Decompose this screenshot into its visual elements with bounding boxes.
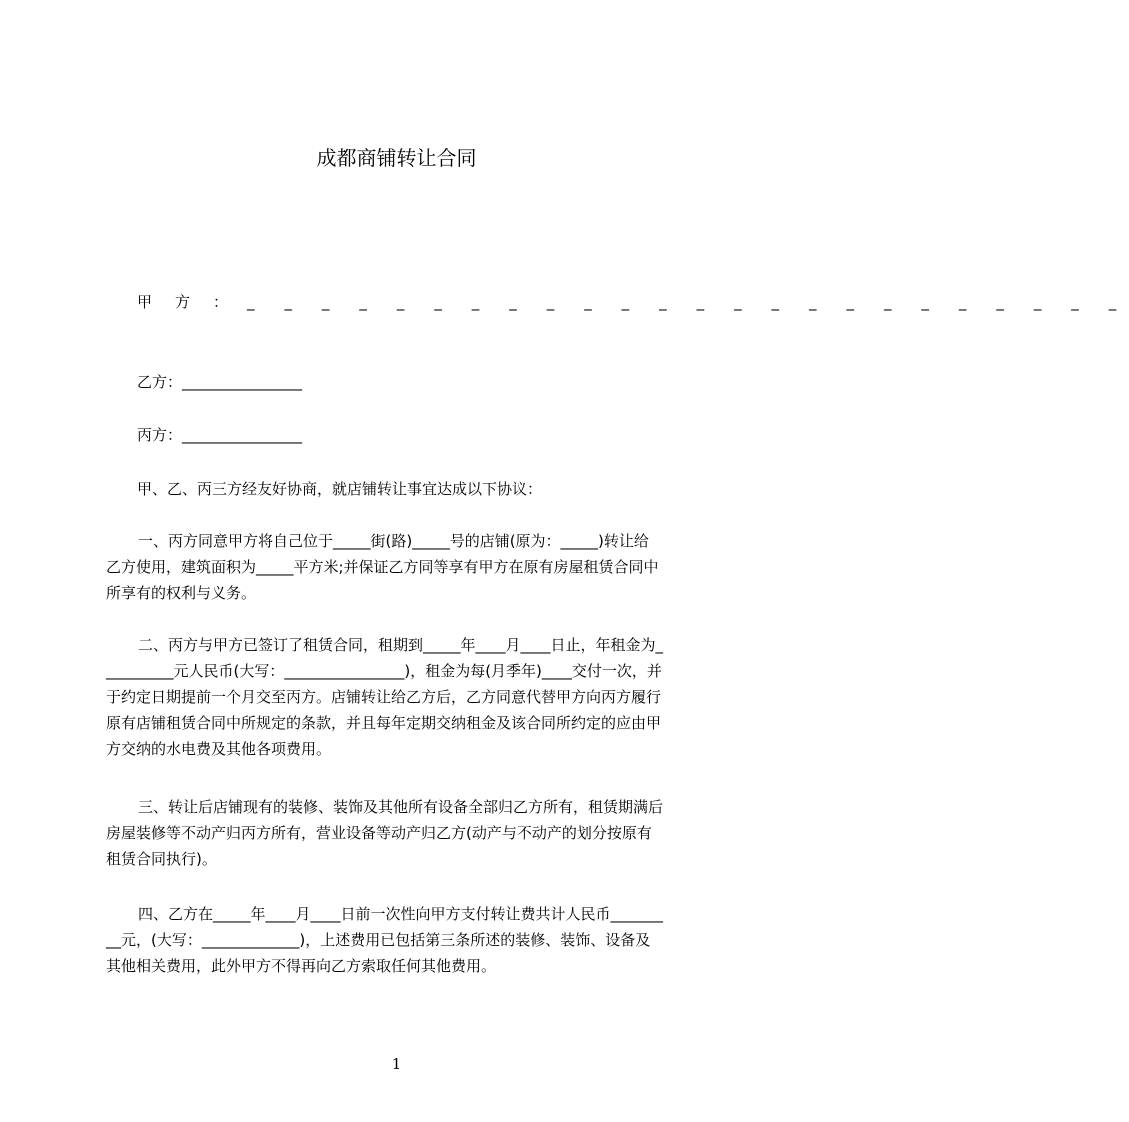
party-a-colon: ： (213, 293, 229, 311)
clause-3-line-2: 房屋装修等不动产归丙方所有，营业设备等动产归乙方(动产与不动产的划分按原有 (106, 824, 652, 842)
page-number: 1 (391, 1055, 402, 1073)
intro-paragraph: 甲、乙、丙三方经友好协商，就店铺转让事宜达成以下协议： (137, 480, 543, 498)
clause-2 (106, 632, 702, 762)
clause-1-line-1: 一、丙方同意甲方将自己位于_____街(路)_____号的店铺(原为：_____)转让给 (138, 532, 649, 550)
document-title: 成都商铺转让合同 (316, 146, 477, 170)
clause-1-line-2: 乙方使用，建筑面积为_____平方米;并保证乙方同等享有甲方在原有房屋租赁合同中 (106, 558, 659, 576)
clause-4-line-3: 其他相关费用，此外甲方不得再向乙方索取任何其他费用。 (106, 957, 497, 975)
party-b-line: 乙方：________________ (137, 373, 303, 391)
clause-2-line-1: 二、丙方与甲方已签订了租赁合同，租期到_____年____月____日止，年租金为_ (138, 636, 664, 654)
clause-2-line-5: 方交纳的水电费及其他各项费用。 (106, 740, 332, 758)
party-c-line: 丙方：________________ (137, 426, 303, 444)
clause-2-line-2: _________元人民币(大写：________________)，租金为每(月季年)____交付一次，并 (106, 662, 662, 680)
party-a-blank: _ _ _ _ _ _ _ _ _ _ _ _ _ _ _ _ _ _ _ _ _ _ _ _ (247, 293, 1129, 311)
clause-1 (106, 528, 702, 606)
clause-4-line-1: 四、乙方在_____年____月____日前一次性向甲方支付转让费共计人民币_______ (138, 905, 664, 923)
party-a-line (137, 290, 1129, 314)
party-a-label-char2: 方 (175, 293, 191, 311)
clause-3-line-1: 三、转让后店铺现有的装修、装饰及其他所有设备全部归乙方所有，租赁期满后 (138, 798, 664, 816)
clause-3-line-3: 租赁合同执行)。 (106, 850, 217, 868)
clause-4 (106, 901, 702, 979)
clause-1-line-3: 所享有的权利与义务。 (106, 584, 257, 602)
clause-2-line-3: 于约定日期提前一个月交至丙方。店铺转让给乙方后，乙方同意代替甲方向丙方履行 (106, 688, 662, 706)
clause-4-line-2: __元，(大写：_____________)，上述费用已包括第三条所述的装修、装饰、设备及 (106, 931, 651, 949)
clause-2-line-4: 原有店铺租赁合同中所规定的条款，并且每年定期交纳租金及该合同所约定的应由甲 (106, 714, 662, 732)
party-a-label-char1: 甲 (137, 293, 153, 311)
clause-3 (106, 794, 702, 872)
